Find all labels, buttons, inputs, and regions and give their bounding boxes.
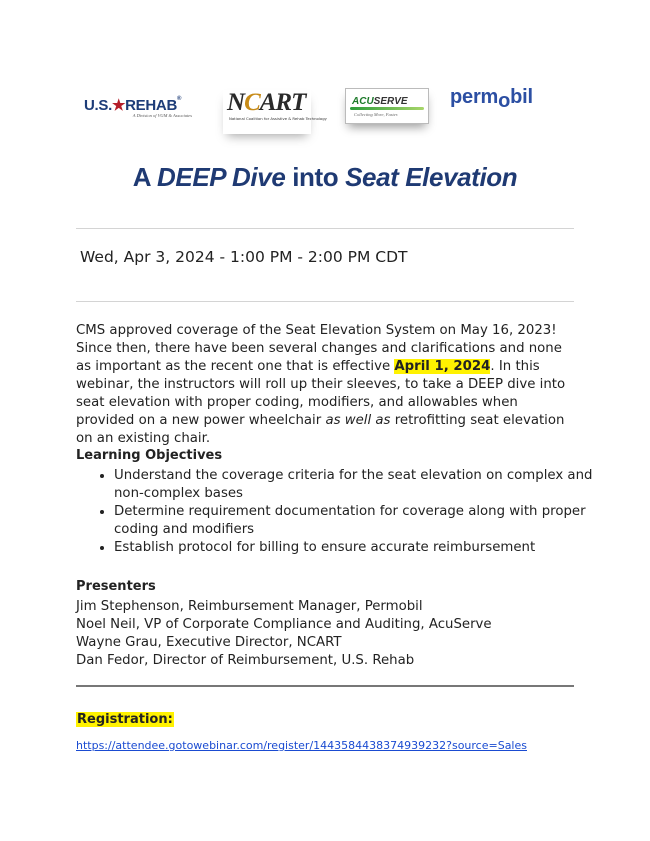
- ncart-logo-art: ART: [259, 89, 306, 116]
- registration-label: Registration:: [77, 712, 173, 727]
- title-italic-deep-dive: DEEP Dive: [157, 162, 286, 192]
- list-item: • Determine requirement documentation for coverage along with proper coding and modifiers: [114, 503, 594, 539]
- registered-mark: ®: [176, 96, 182, 102]
- divider: [76, 228, 574, 229]
- ncart-logo-c: C: [244, 89, 260, 116]
- presenter-item: Dan Fedor, Director of Reimbursement, U.S. Rehab: [76, 653, 415, 668]
- list-item: • Establish protocol for billing to ensure accurate reimbursement: [114, 539, 594, 557]
- acuserve-swoosh: [350, 107, 424, 110]
- permobil-logo-perm: perm: [450, 86, 499, 108]
- divider: [76, 685, 574, 687]
- title-prefix: A: [132, 162, 157, 192]
- acuserve-logo-serve: SERVE: [373, 96, 408, 107]
- intro-text-after: retrofitting seat elevation on an existing chair.: [76, 413, 565, 446]
- acuserve-logo: [345, 88, 429, 124]
- sponsor-logos: [0, 82, 650, 142]
- us-rehab-logo-text-2: REHAB: [125, 97, 177, 114]
- registration-link[interactable]: https://attendee.gotowebinar.com/register/1443584438374939232?source=Sales: [76, 739, 527, 752]
- ncart-logo-n: N: [227, 89, 245, 116]
- acuserve-tagline: Collecting More, Faster.: [354, 112, 399, 117]
- list-item: • Understand the coverage criteria for the seat elevation on complex and non-complex bases: [114, 467, 594, 503]
- presenters-heading: Presenters: [76, 579, 156, 594]
- us-rehab-logo-text-1: U.S.: [84, 97, 112, 114]
- us-rehab-logo-subtitle: A Division of VGM & Associates: [132, 113, 192, 118]
- intro-text-before: CMS approved coverage of the Seat Elevation System on May 16, 2023! Since then, there have been several changes and clarifications and none as important as the recent one that is effective: [76, 323, 562, 374]
- title-middle: into: [285, 162, 346, 192]
- intro-paragraph: [76, 322, 574, 448]
- presenter-item: Jim Stephenson, Reimbursement Manager, Permobil: [76, 599, 423, 614]
- presenter-item: Noel Neil, VP of Corporate Compliance and Auditing, AcuServe: [76, 617, 492, 632]
- objectives-heading: Learning Objectives: [76, 448, 223, 463]
- divider: [76, 301, 574, 302]
- star-icon: ★: [111, 97, 126, 114]
- page-title: [0, 162, 650, 193]
- presenters-list: [76, 598, 492, 670]
- presenter-item: Wayne Grau, Executive Director, NCART: [76, 635, 342, 650]
- permobil-logo: [450, 86, 562, 126]
- ncart-logo: [223, 89, 327, 134]
- title-italic-seat-elevation: Seat Elevation: [345, 162, 518, 192]
- objectives-list: [76, 467, 594, 557]
- effective-date-highlight: April 1, 2024: [394, 359, 491, 374]
- event-date: Wed, Apr 3, 2024 - 1:00 PM - 2:00 PM CDT: [80, 248, 408, 266]
- permobil-logo-bil: bil: [510, 86, 533, 108]
- ncart-logo-subtitle: National Coalition for Assistive & Rehab Technology: [229, 116, 327, 121]
- permobil-logo-o: o: [498, 90, 511, 112]
- acuserve-logo-acu: ACU: [352, 96, 374, 107]
- us-rehab-logo: [84, 96, 196, 130]
- intro-text-italic: as well as: [325, 413, 391, 428]
- intro-text-middle: . In this webinar, the instructors will roll up their sleeves, to take a DEEP dive into seat elevation with proper coding, modifiers, and allowables when provided on a new power wheelchair: [76, 359, 566, 428]
